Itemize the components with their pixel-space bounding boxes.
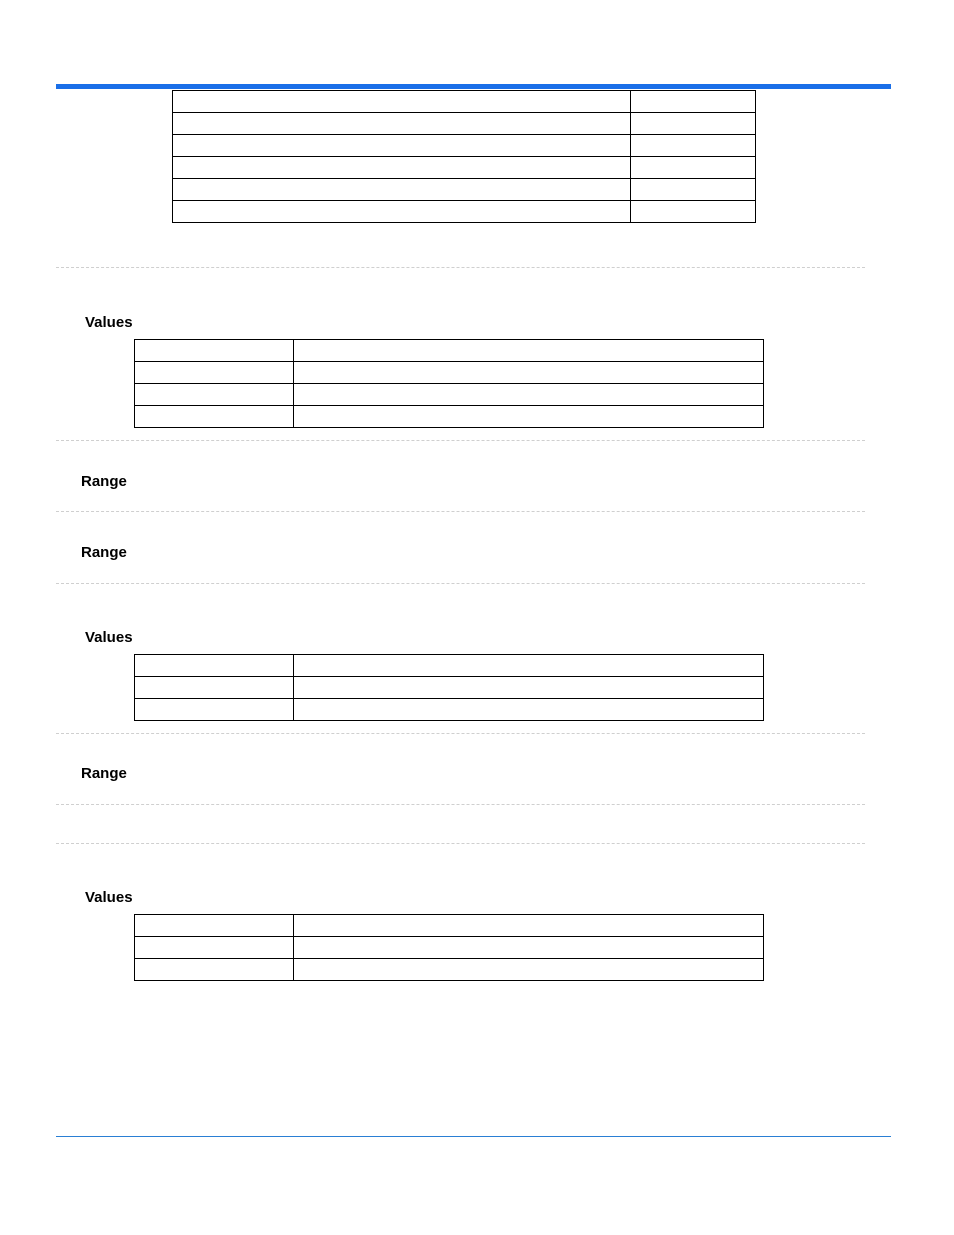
table-cell bbox=[135, 384, 294, 406]
table-cell bbox=[173, 91, 631, 113]
table-row bbox=[135, 406, 764, 428]
table-cell bbox=[135, 937, 294, 959]
table-row bbox=[135, 362, 764, 384]
table-cell bbox=[294, 406, 764, 428]
table-cell bbox=[631, 179, 756, 201]
table-cell bbox=[294, 699, 764, 721]
section-divider bbox=[56, 440, 865, 441]
table-row bbox=[135, 937, 764, 959]
table-cell bbox=[294, 384, 764, 406]
range-heading: Range bbox=[81, 765, 127, 782]
top-table bbox=[172, 90, 756, 223]
table-cell bbox=[135, 362, 294, 384]
section-divider bbox=[56, 733, 865, 734]
table-cell bbox=[294, 959, 764, 981]
table-cell bbox=[631, 135, 756, 157]
table-cell bbox=[294, 677, 764, 699]
section-divider bbox=[56, 583, 865, 584]
table-cell bbox=[135, 655, 294, 677]
table-cell bbox=[294, 362, 764, 384]
footer-rule bbox=[56, 1136, 891, 1137]
table-row bbox=[135, 677, 764, 699]
values-heading: Values bbox=[85, 889, 133, 906]
values-heading: Values bbox=[85, 314, 133, 331]
table-row bbox=[173, 157, 756, 179]
table-cell bbox=[173, 179, 631, 201]
table-cell bbox=[173, 201, 631, 223]
table-cell bbox=[135, 677, 294, 699]
section-divider bbox=[56, 267, 865, 268]
table-row bbox=[135, 384, 764, 406]
table-cell bbox=[173, 157, 631, 179]
table-cell bbox=[631, 113, 756, 135]
table-cell bbox=[631, 157, 756, 179]
table-cell bbox=[135, 406, 294, 428]
section-divider bbox=[56, 843, 865, 844]
table-cell bbox=[135, 340, 294, 362]
values-table bbox=[134, 339, 764, 428]
table-cell bbox=[135, 699, 294, 721]
table-row bbox=[135, 340, 764, 362]
table-row bbox=[173, 201, 756, 223]
table-cell bbox=[135, 959, 294, 981]
table-cell bbox=[173, 113, 631, 135]
header-rule bbox=[56, 84, 891, 89]
values-table bbox=[134, 654, 764, 721]
table-row bbox=[135, 959, 764, 981]
values-table bbox=[134, 914, 764, 981]
table-cell bbox=[294, 655, 764, 677]
table-cell bbox=[294, 937, 764, 959]
range-heading: Range bbox=[81, 473, 127, 490]
section-divider bbox=[56, 511, 865, 512]
section-divider bbox=[56, 804, 865, 805]
values-heading: Values bbox=[85, 629, 133, 646]
table-row bbox=[173, 135, 756, 157]
table-cell bbox=[294, 915, 764, 937]
table-row bbox=[135, 655, 764, 677]
table-row bbox=[173, 91, 756, 113]
range-heading: Range bbox=[81, 544, 127, 561]
table-cell bbox=[135, 915, 294, 937]
table-cell bbox=[631, 91, 756, 113]
table-cell bbox=[173, 135, 631, 157]
table-row bbox=[135, 699, 764, 721]
table-row bbox=[173, 113, 756, 135]
table-cell bbox=[631, 201, 756, 223]
table-cell bbox=[294, 340, 764, 362]
table-row bbox=[173, 179, 756, 201]
table-row bbox=[135, 915, 764, 937]
